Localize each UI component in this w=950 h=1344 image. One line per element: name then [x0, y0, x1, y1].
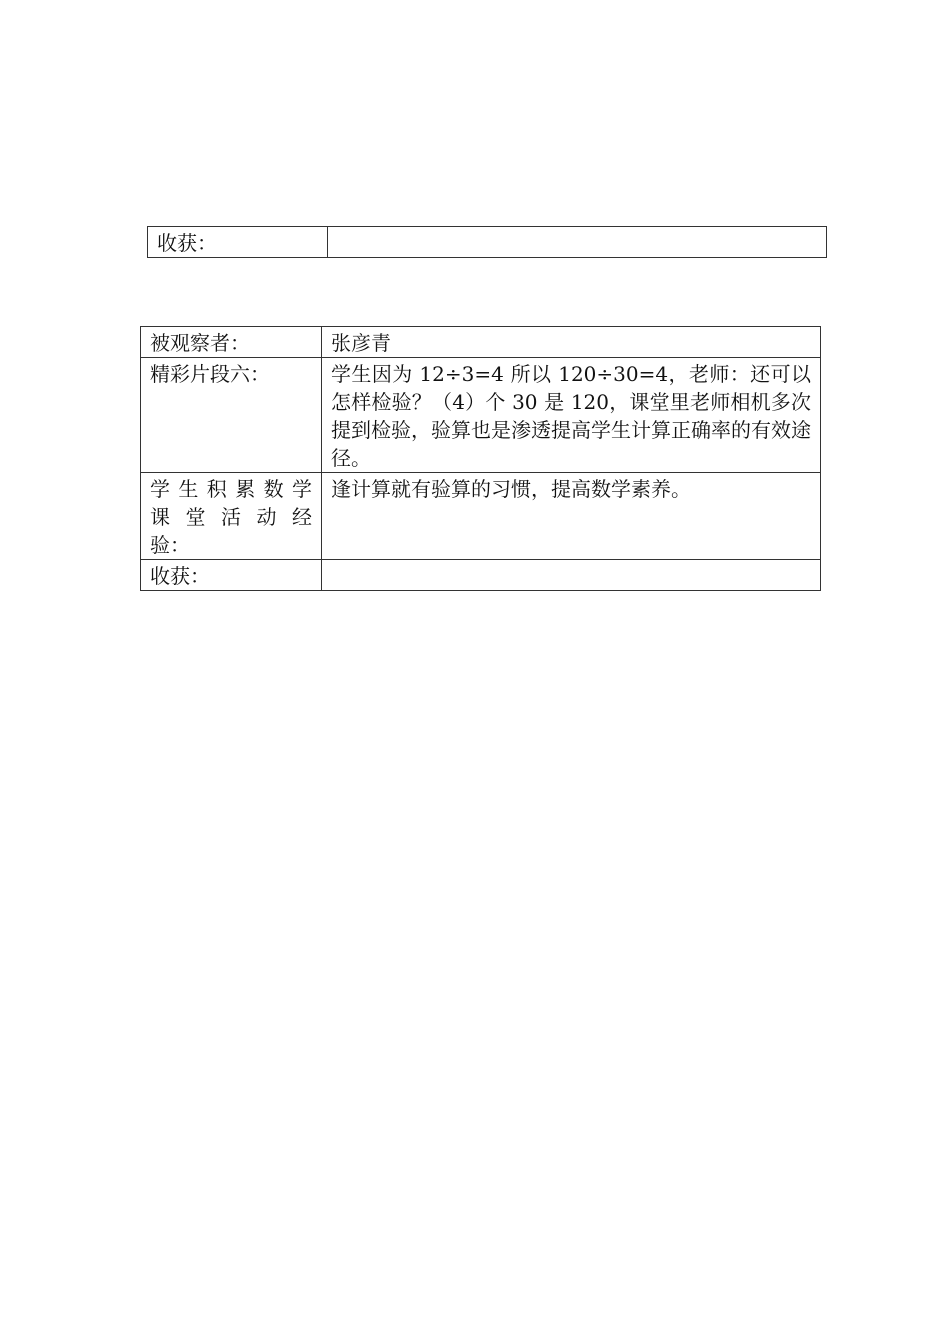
table-row — [141, 473, 821, 560]
gain-label: 收获： — [150, 564, 210, 588]
highlight-label: 精彩片段六： — [150, 362, 270, 386]
observer-value-cell — [322, 327, 821, 358]
experience-text-cell — [322, 473, 821, 560]
gain-value-cell — [328, 227, 827, 258]
experience-label-line3: 验： — [150, 533, 190, 557]
experience-label-line2: 课 堂 活 动 经 — [150, 505, 312, 529]
gain-label-cell — [148, 227, 328, 258]
gain-table-top — [147, 226, 827, 258]
observer-name: 张彦青 — [331, 331, 391, 355]
gain-label: 收获： — [157, 231, 217, 255]
experience-label-line1: 学生积累数学 — [150, 477, 312, 501]
table-row — [141, 327, 821, 358]
gain-label-cell — [141, 560, 322, 591]
highlight-text: 学生因为 12÷3=4 所以 120÷30=4，老师：还可以怎样检验？（4）个 30 是 120，课堂里老师相机多次提到检验，验算也是渗透提高学生计算正确率的有效途径。 — [331, 362, 811, 470]
experience-text: 逢计算就有验算的习惯，提高数学素养。 — [331, 477, 691, 501]
table-row — [148, 227, 827, 258]
observer-label: 被观察者： — [150, 331, 250, 355]
gain-value-cell — [322, 560, 821, 591]
highlight-label-cell — [141, 358, 322, 473]
observer-label-cell — [141, 327, 322, 358]
observation-table — [140, 326, 821, 591]
experience-label-cell — [141, 473, 322, 560]
table-row — [141, 560, 821, 591]
highlight-text-cell — [322, 358, 821, 473]
table-row — [141, 358, 821, 473]
